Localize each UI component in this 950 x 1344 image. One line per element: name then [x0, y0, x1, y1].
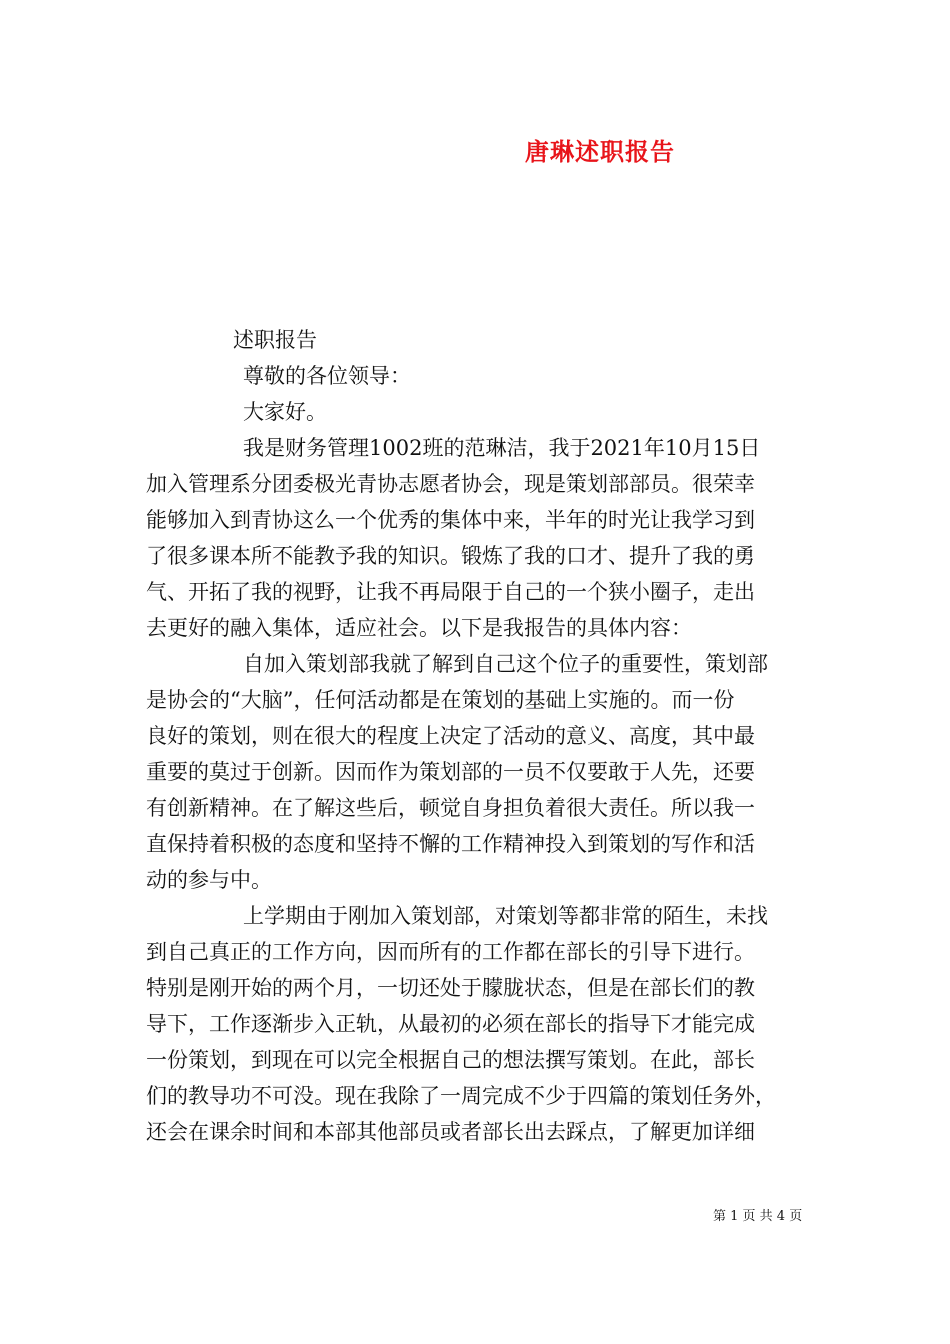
report-heading: 述职报告	[233, 328, 317, 352]
document-title: 唐琳述职报告	[525, 137, 675, 166]
paragraph-3-line-6: 们的教导功不可没。现在我除了一周完成不少于四篇的策划任务外，	[146, 1084, 776, 1108]
greeting: 大家好。	[243, 400, 327, 424]
paragraph-1-line-5: 气、开拓了我的视野，让我不再局限于自己的一个狭小圈子，走出	[146, 580, 755, 604]
paragraph-1-line-2: 加入管理系分团委极光青协志愿者协会，现是策划部部员。很荣幸	[146, 472, 755, 496]
paragraph-2-line-4: 重要的莫过于创新。因而作为策划部的一员不仅要敢于人先，还要	[146, 760, 755, 784]
page-number-footer: 第 1 页 共 4 页	[713, 1209, 803, 1224]
paragraph-1-line-4: 了很多课本所不能教予我的知识。锻炼了我的口才、提升了我的勇	[146, 544, 755, 568]
paragraph-3-line-7: 还会在课余时间和本部其他部员或者部长出去踩点，了解更加详细	[146, 1120, 755, 1144]
paragraph-2-line-6: 直保持着积极的态度和坚持不懈的工作精神投入到策划的写作和活	[146, 832, 755, 856]
paragraph-3-line-2: 到自己真正的工作方向，因而所有的工作都在部长的引导下进行。	[146, 940, 755, 964]
paragraph-2-line-5: 有创新精神。在了解这些后，顿觉自身担负着很大责任。所以我一	[146, 796, 755, 820]
paragraph-1-line-1: 我是财务管理1002班的范琳洁，我于2021年10月15日	[243, 436, 761, 460]
document-body	[146, 322, 806, 1150]
paragraph-2-line-1: 自加入策划部我就了解到自己这个位子的重要性，策划部	[243, 652, 768, 676]
paragraph-2-line-7: 动的参与中。	[146, 868, 272, 892]
paragraph-1-line-3: 能够加入到青协这么一个优秀的集体中来，半年的时光让我学习到	[146, 508, 755, 532]
paragraph-2-line-3: 良好的策划，则在很大的程度上决定了活动的意义、高度，其中最	[146, 724, 755, 748]
paragraph-3-line-3: 特别是刚开始的两个月，一切还处于朦胧状态，但是在部长们的教	[146, 976, 755, 1000]
paragraph-1-line-6: 去更好的融入集体，适应社会。以下是我报告的具体内容：	[146, 616, 692, 640]
paragraph-3-line-1: 上学期由于刚加入策划部，对策划等都非常的陌生，未找	[243, 904, 768, 928]
paragraph-2-line-2: 是协会的“大脑”，任何活动都是在策划的基础上实施的。而一份	[146, 688, 735, 712]
paragraph-3-line-5: 一份策划，到现在可以完全根据自己的想法撰写策划。在此，部长	[146, 1048, 755, 1072]
salutation: 尊敬的各位领导：	[243, 364, 411, 388]
paragraph-3-line-4: 导下，工作逐渐步入正轨，从最初的必须在部长的指导下才能完成	[146, 1012, 755, 1036]
